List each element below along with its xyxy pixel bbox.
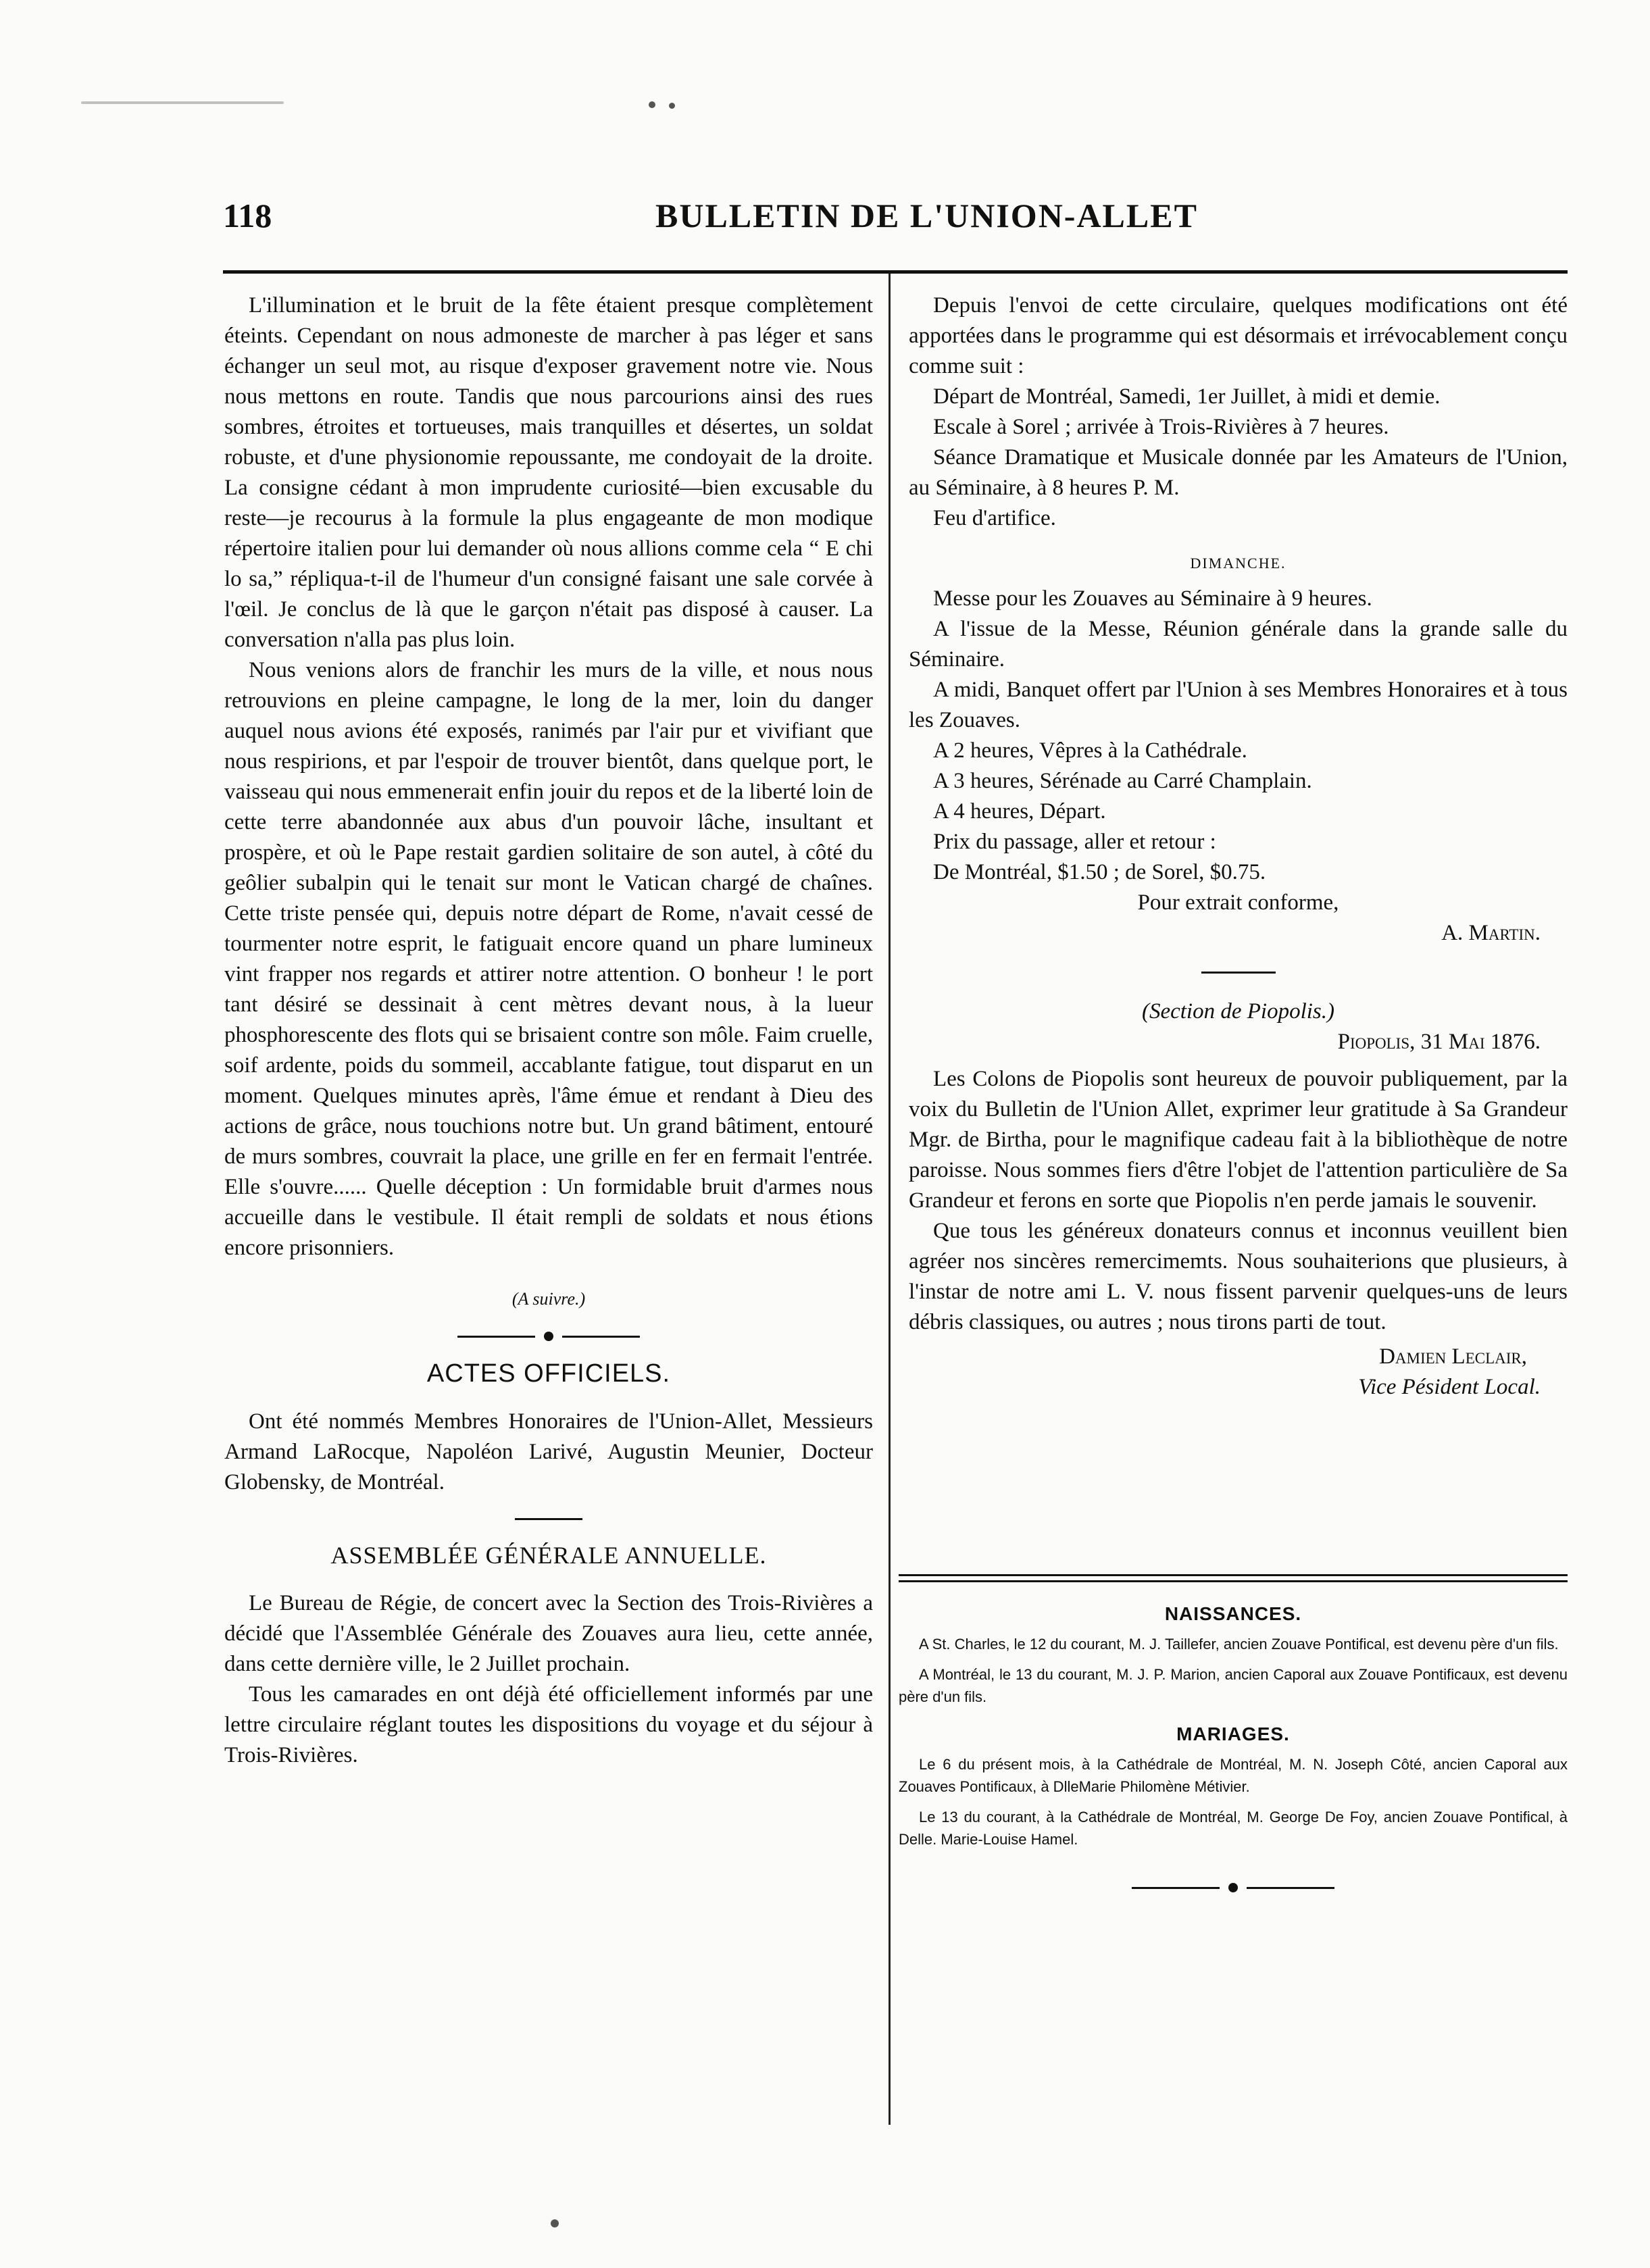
section-title-actes: ACTES OFFICIELS. [426, 1359, 671, 1388]
naissance-notice: A St. Charles, le 12 du courant, M. J. Taillefer, ancien Zouave Pontifical, est devenu père d'un fils. [919, 1636, 1559, 1653]
signature-martin: A. Martin. [1441, 921, 1541, 945]
column-divider [889, 274, 891, 2125]
program-line: Séance Dramatique et Musicale donnée par les Amateurs de l'Union, au Séminaire, à 8 heures P. M. [909, 445, 1568, 500]
program-intro: Depuis l'envoi de cette circulaire, quelques modifications ont été apportées dans le programme qui est désormais et irrévocablement conçu comme suit : [909, 293, 1568, 378]
naissance-notice: A Montréal, le 13 du courant, M. J. P. Marion, ancien Caporal aux Zouave Pontificaux, est devenu père d'un fils. [899, 1666, 1568, 1705]
assemblee-paragraph: Le Bureau de Régie, de concert avec la Section des Trois-Rivières a décidé que l'Assemblée Générale des Zouaves aura lieu, cette année, dans cette dernière ville, le 2 Juillet prochain. [224, 1591, 873, 1676]
short-rule [1201, 972, 1276, 974]
running-title: BULLETIN DE L'UNION-ALLET [655, 197, 1198, 234]
program-line: A l'issue de la Messe, Réunion générale dans la grande salle du Séminaire. [909, 617, 1568, 672]
ornament-rule [457, 1326, 640, 1346]
program-line: A midi, Banquet offert par l'Union à ses Membres Honoraires et à tous les Zouaves. [909, 678, 1568, 732]
naissances-title: NAISSANCES. [1164, 1603, 1302, 1624]
scan-speck [551, 2219, 559, 2227]
story-paragraph: L'illumination et le bruit de la fête étaient presque complètement éteints. Cependant on nous admoneste de marcher à pas léger et sans échanger un seul mot, au risque d'exposer gravement notre vie. Nous nous mettons en route. Tandis que nous parcourions ainsi des rues sombres, étroites et tortueuses, mais tranquilles et désertes, un soldat robuste, et d'une physionomie repoussante, me condoyait de la droite. La consigne cédant à mon imprudente curiosité—bien excusable du reste—je recourus à la formule la plus engageante de mon modique répertoire italien pour lui demander où nous allions comme cela “ E chi lo sa,” répliqua-t-il de l'humeur d'un consigné faisant une sale corvée à l'œil. Je conclus de là que le garçon n'était pas disposé à causer. La conversation n'alla pas plus loin. [224, 293, 873, 652]
program-line: A 3 heures, Sérénade au Carré Champlain. [933, 769, 1312, 793]
section-title-assemblee: ASSEMBLÉE GÉNÉRALE ANNUELLE. [330, 1542, 767, 1569]
actes-paragraph: Ont été nommés Membres Honoraires de l'Union-Allet, Messieurs Armand LaRocque, Napoléon Larivé, Augustin Meunier, Docteur Globensky, de Montréal. [224, 1409, 873, 1494]
scan-speck [649, 101, 655, 108]
mariage-notice: Le 6 du présent mois, à la Cathédrale de Montréal, M. N. Joseph Côté, ancien Caporal aux Zouaves Pontificaux, à DlleMarie Philomène Métivier. [899, 1756, 1568, 1795]
program-line: Prix du passage, aller et retour : [933, 830, 1216, 854]
piopolis-paragraph: Que tous les généreux donateurs connus et inconnus veuillent bien agréer nos sincères remercimemts. Nous souhaiterions que plusieurs, à l'instar de notre ami L. V. nous fissent parvenir quelques-uns de leurs débris classiques, ou autres ; nous tirons parti de tout. [909, 1219, 1568, 1334]
page-number: 118 [223, 197, 272, 234]
assemblee-paragraph: Tous les camarades en ont déjà été officiellement informés par une lettre circulaire réglant toutes les dispositions du voyage et du séjour à Trois-Rivières. [224, 1682, 873, 1767]
left-column [224, 291, 873, 1771]
program-line: Messe pour les Zouaves au Séminaire à 9 heures. [933, 586, 1372, 611]
notices-block [899, 1588, 1568, 1910]
program-line: Escale à Sorel ; arrivée à Trois-Rivières à 7 heures. [933, 415, 1389, 439]
extrait-line: Pour extrait conforme, [1137, 890, 1339, 915]
program-line: Départ de Montréal, Samedi, 1er Juillet, à midi et demie. [933, 384, 1441, 409]
scan-speck [81, 101, 284, 104]
page-header [223, 196, 1568, 257]
program-line: A 2 heures, Vêpres à la Cathédrale. [933, 738, 1247, 763]
mariage-notice: Le 13 du courant, à la Cathédrale de Montréal, M. George De Foy, ancien Zouave Pontifical, à Delle. Marie-Louise Hamel. [899, 1809, 1568, 1848]
program-line: De Montréal, $1.50 ; de Sorel, $0.75. [933, 860, 1266, 884]
story-paragraph: Nous venions alors de franchir les murs de la ville, et nous nous retrouvions en pleine campagne, le long de la mer, loin du danger auquel nous avions été exposés, ranimés par l'air pur et vivifiant que nous respirions, et par l'espoir de trouver bientôt, dans quelque port, le vaisseau qui nous emmenerait enfin jouir du repos et de la liberté loin de cette terre abandonnée aux abus d'un pouvoir lâche, insultant et prospère, et où le Pape restait gardien solitaire de son autel, à côté du geôlier subalpin qui le tenait sur mont le Vatican chargé de chaînes. Cette triste pensée qui, depuis notre départ de Rome, n'avait cessé de tourmenter notre esprit, le fatiguait encore quand un phare lumineux vint frapper nos regards et attirer notre attention. O bonheur ! le port tant désiré se dessinait à cent mètres devant nous, à la lueur phosphorescente des flots qui se brisaient contre son môle. Faim cruelle, soif ardente, poids du sommeil, accablante fatigue, tout disparut en un moment. Quelques minutes après, l'âme émue et rendant à Dieu des actions de grâce, nous touchions notre but. Un grand bâtiment, entouré de murs sombres, couvrait la place, une grille en fer en fermait l'entrée. Elle s'ouvre...... Quelle déception : Un formidable bruit d'armes nous accueille dans le vestibule. Il était rempli de soldats et nous étions encore prisonniers. [224, 658, 873, 1260]
dateline: Piopolis, 31 Mai 1876. [1337, 1030, 1541, 1054]
program-line: A 4 heures, Départ. [933, 799, 1106, 824]
short-rule [515, 1518, 582, 1520]
signature-leclair-name: Damien Leclair, [1379, 1344, 1527, 1369]
to-be-continued: (A suivre.) [511, 1289, 586, 1309]
program-line: Feu d'artifice. [933, 506, 1056, 530]
right-column [909, 291, 1568, 1403]
mariages-title: MARIAGES. [1176, 1723, 1290, 1744]
section-heading-piopolis: (Section de Piopolis.) [1141, 999, 1334, 1024]
signature-leclair-title: Vice Pésident Local. [1358, 1375, 1541, 1399]
notices-double-rule [899, 1574, 1568, 1582]
header-rule [223, 270, 1568, 274]
scan-speck [669, 103, 675, 109]
sunday-heading: DIMANCHE. [1190, 555, 1286, 572]
piopolis-paragraph: Les Colons de Piopolis sont heureux de pouvoir publiquement, par la voix du Bulletin de l'Union Allet, exprimer leur gratitude à Sa Grandeur Mgr. de Birtha, pour le magnifique cadeau fait à la bibliothèque de notre paroisse. Nous sommes fiers d'être l'objet de l'attention particulière de Sa Grandeur et ferons en sorte que Piopolis n'en perde jamais le souvenir. [909, 1067, 1568, 1213]
ornament-rule [1132, 1878, 1334, 1898]
